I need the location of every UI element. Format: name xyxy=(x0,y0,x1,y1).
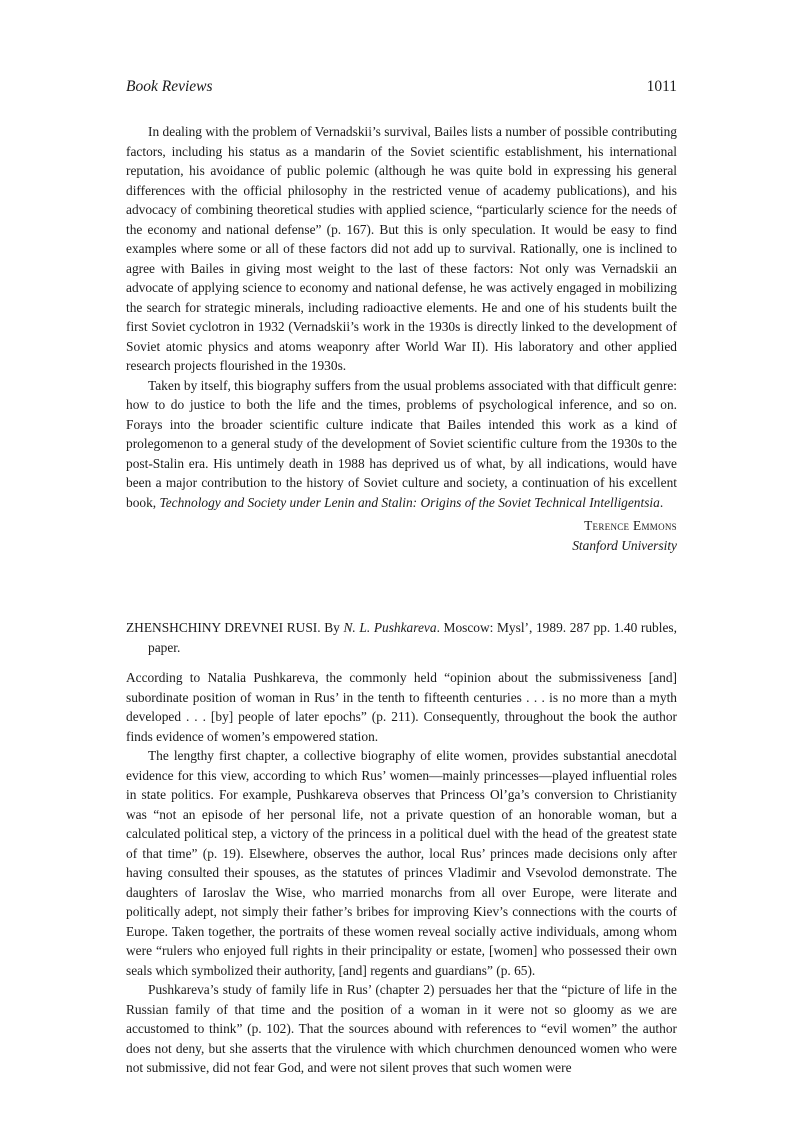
reviewer-name: Terence Emmons xyxy=(584,518,677,533)
review-b-paragraph-1: According to Natalia Pushkareva, the commonly held “opinion about the submissiveness [and] subordinate position of woman in Rus’ in the tenth to fifteenth centuries . . . is no more than a myth developed . . . [by] people of later epochs” (p. 211). Consequently, throughout the book the author finds evidence of women’s empowered station. xyxy=(126,670,677,744)
end-punctuation: . xyxy=(659,494,664,510)
review-b-paragraph-2: The lengthy first chapter, a collective biography of elite women, provides substantial anecdotal evidence for this view, according to which Rus’ women—mainly princesses—played influential roles in state politics. For example, Pushkareva observes that Princess Ol’ga’s conversion to Christianity was “not an episode of her personal life, not a private question of an honorable woman, but a calculated political step, a victory of the princess in a political duel with the head of the greatest state of that time” (p. 19). Elsewhere, observes the author, local Rus’ princes made decisions only after having consulted their spouses, as the statutes of princes Vladimir and Vsevolod demonstrate. The daughters of Iaroslav the Wise, who married monarchs from all over Europe, were literate and politically adept, not simply their father’s bribes for improving Kiev’s connections with the courts of Europe. Taken together, the portraits of these women reveal socially active individuals, among whom were “rulers who enjoyed full rights in their principality or estate, [women] who possessed their own seals which symbolized their authority, [and] regents and guardians” (p. 65). xyxy=(126,748,677,978)
review-a-paragraph-1: In dealing with the problem of Vernadskii’s survival, Bailes lists a number of possible contributing factors, including his status as a mandarin of the Soviet scientific establishment, his international reputation, his avoidance of public polemic (although he was quite bold in expressing his general differences with the official philosophy in the restricted venue of academy publications), and his advocacy of combining theoretical studies with applied science, “particularly science for the needs of the economy and national defense” (p. 167). But this is only speculation. It would be easy to find examples where some or all of these factors did not add up to survival. Rationally, one is inclined to agree with Bailes in giving most weight to the last of these factors: Not only was Vernadskii an advocate of applying science to economy and national defense, he was actively engaged in mobilizing the search for strategic minerals, including radioactive elements. He and one of his students built the first Soviet cyclotron in 1932 (Vernadskii’s work in the 1930s is directly linked to the development of Soviet atomic physics and atoms weaponry after World War II). His laboratory and other applied research projects flourished in the 1930s. xyxy=(126,124,677,373)
citation-title: ZHENSHCHINY DREVNEI RUSI. By xyxy=(126,620,340,635)
review-b-paragraph-3: Pushkareva’s study of family life in Rus’ (chapter 2) persuades her that the “picture of life in the Russian family of that time and the position of a woman in it were not so gloomy as we are accustomed to think” (p. 102). That the sources abound with references to “evil women” the author does not deny, but she asserts that the virulence with which churchmen denounced women who were not submissive, did not fear God, and were not silent proves that such women were xyxy=(126,982,677,1075)
review-a-body xyxy=(126,122,677,512)
page-header xyxy=(126,78,677,100)
book-title: Technology and Society under Lenin and Stalin: Origins of the Soviet Technical Intelligentsia xyxy=(159,494,660,510)
reviewer-signature xyxy=(572,516,677,555)
paragraph-text: Taken by itself, this biography suffers from the usual problems associated with that difficult genre: how to do justice to both the life and the times, problems of psychological inference, and so on. Forays into the broader scientific culture indicate that Bailes intended this work as a kind of prolegomenon to a general study of the development of Soviet scientific culture from the 1930s to the post-Stalin era. His untimely death in 1988 has deprived us of what, by all indications, would have been a major contribution to the history of Soviet culture and society, a continuation of his excellent book, xyxy=(126,377,677,510)
citation-author: N. L. Pushkareva xyxy=(343,620,437,635)
page-number: 1011 xyxy=(646,78,677,95)
citation-details: . Moscow: Mysl’, 1989. 287 pp. 1.40 rubles, paper. xyxy=(148,620,677,655)
review-b-body xyxy=(126,668,677,1078)
running-head: Book Reviews xyxy=(126,78,213,95)
review-a-paragraph-2 xyxy=(126,376,677,513)
reviewer-affiliation: Stanford University xyxy=(572,537,677,553)
book-citation xyxy=(126,618,677,657)
